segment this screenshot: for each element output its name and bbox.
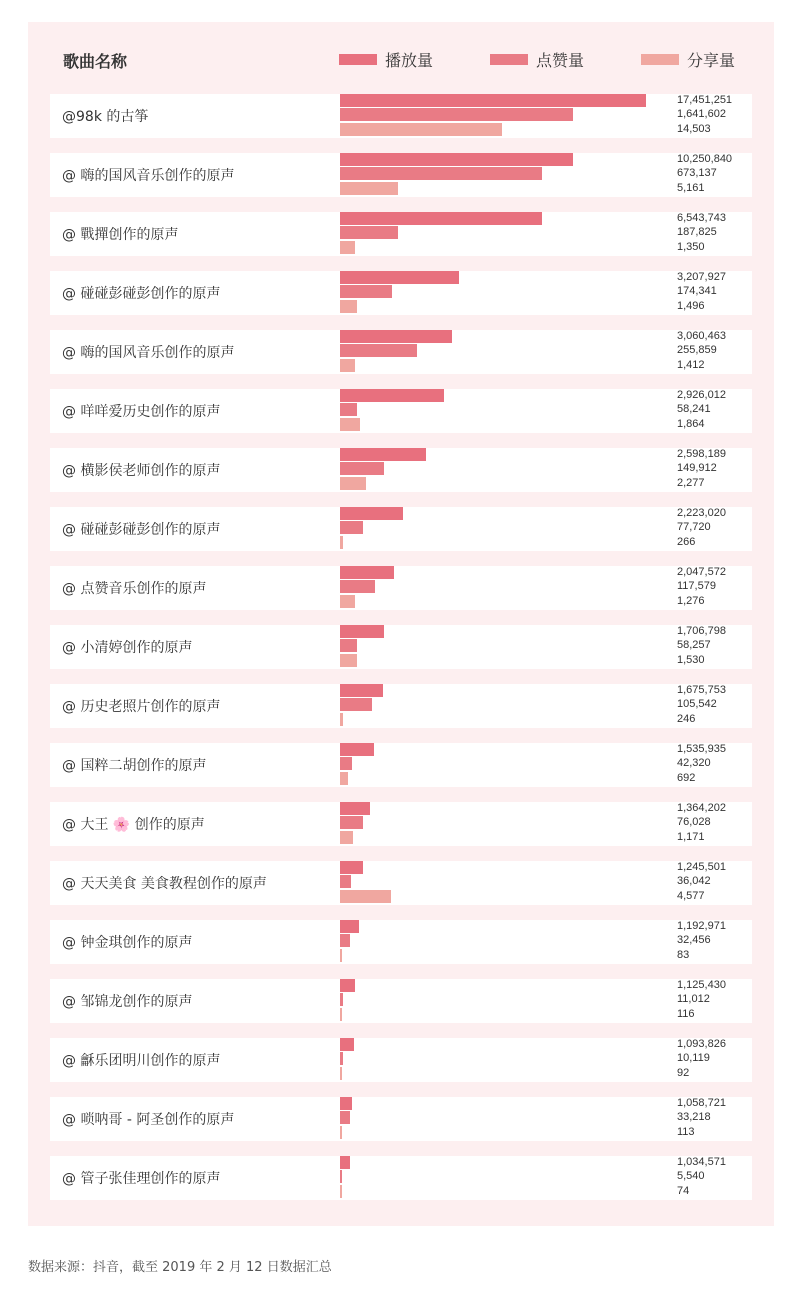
likes-value-label: 58,241	[677, 403, 711, 415]
shares-bar	[340, 300, 357, 313]
shares-bar	[340, 477, 366, 490]
chart-row	[50, 920, 752, 964]
shares-bar	[340, 536, 343, 549]
chart-row	[50, 212, 752, 256]
plays-value-label: 2,926,012	[677, 389, 726, 401]
shares-value-label: 246	[677, 713, 696, 725]
likes-value-label: 11,012	[677, 993, 710, 1005]
plays-value-label: 3,060,463	[677, 330, 726, 342]
chart-row	[50, 566, 752, 610]
plays-bar	[340, 1097, 352, 1110]
likes-bar	[340, 1111, 350, 1124]
legend-plays-label: 播放量	[385, 51, 434, 70]
shares-value-label: 1,864	[677, 418, 705, 430]
shares-bar	[340, 654, 357, 667]
shares-bar	[340, 241, 355, 254]
likes-value-label: 149,912	[677, 462, 717, 474]
likes-value-label: 1,641,602	[677, 108, 726, 120]
legend-shares-label: 分享量	[687, 51, 736, 70]
shares-bar	[340, 1185, 342, 1198]
likes-value-label: 187,825	[677, 226, 717, 238]
likes-bar	[340, 698, 372, 711]
chart-row	[50, 389, 752, 433]
chart-row	[50, 94, 752, 138]
shares-bar	[340, 890, 391, 903]
likes-value-label: 5,540	[677, 1170, 705, 1182]
plays-bar	[340, 684, 383, 697]
shares-value-label: 14,503	[677, 123, 711, 135]
plays-value-label: 1,192,971	[677, 920, 726, 932]
legend-plays-swatch	[339, 54, 377, 65]
shares-value-label: 2,277	[677, 477, 705, 489]
legend-shares	[641, 48, 735, 71]
likes-bar	[340, 344, 417, 357]
likes-value-label: 32,456	[677, 934, 711, 946]
plays-bar	[340, 271, 459, 284]
chart-row	[50, 979, 752, 1023]
likes-value-label: 36,042	[677, 875, 711, 887]
plays-bar	[340, 1038, 354, 1051]
shares-value-label: 74	[677, 1185, 690, 1197]
chart-row	[50, 1097, 752, 1141]
chart-row	[50, 153, 752, 197]
plays-value-label: 1,675,753	[677, 684, 726, 696]
shares-value-label: 266	[677, 536, 696, 548]
plays-bar	[340, 920, 359, 933]
likes-value-label: 42,320	[677, 757, 711, 769]
plays-bar	[340, 625, 384, 638]
likes-bar	[340, 1052, 343, 1065]
song-name-label: @ 龢乐团明川创作的原声	[50, 1038, 320, 1082]
shares-bar	[340, 123, 502, 136]
song-column-title: 歌曲名称	[63, 52, 128, 71]
likes-bar	[340, 285, 392, 298]
plays-value-label: 2,598,189	[677, 448, 726, 460]
plays-value-label: 10,250,840	[677, 153, 733, 165]
plays-value-label: 1,245,501	[677, 861, 726, 873]
song-name-label: @ 点赞音乐创作的原声	[50, 566, 320, 610]
shares-value-label: 692	[677, 772, 696, 784]
chart-row	[50, 1038, 752, 1082]
likes-value-label: 58,257	[677, 639, 711, 651]
likes-value-label: 117,579	[677, 580, 716, 592]
chart-row	[50, 448, 752, 492]
shares-bar	[340, 949, 342, 962]
song-name-label: @98k 的古筝	[50, 94, 320, 138]
plays-bar	[340, 1156, 350, 1169]
shares-value-label: 5,161	[677, 182, 705, 194]
likes-bar	[340, 875, 351, 888]
plays-value-label: 1,706,798	[677, 625, 726, 637]
shares-value-label: 83	[677, 949, 690, 961]
plays-value-label: 1,125,430	[677, 979, 726, 991]
plays-bar	[340, 861, 363, 874]
likes-value-label: 673,137	[677, 167, 717, 179]
shares-value-label: 116	[677, 1008, 695, 1020]
likes-value-label: 10,119	[677, 1052, 710, 1064]
plays-bar	[340, 330, 452, 343]
likes-bar	[340, 757, 352, 770]
song-name-label: @ 小清婷创作的原声	[50, 625, 320, 669]
plays-value-label: 3,207,927	[677, 271, 726, 283]
song-name-label: @ 大王 🌸 创作的原声	[50, 802, 320, 846]
song-name-label: @ 管子张佳理创作的原声	[50, 1156, 320, 1200]
likes-bar	[340, 108, 573, 121]
song-name-label: @ 邹锦龙创作的原声	[50, 979, 320, 1023]
song-name-label: @ 历史老照片创作的原声	[50, 684, 320, 728]
plays-value-label: 1,058,721	[677, 1097, 726, 1109]
likes-bar	[340, 462, 384, 475]
song-name-label: @ 横影侯老师创作的原声	[50, 448, 320, 492]
likes-bar	[340, 993, 343, 1006]
data-source-note: 数据来源：抖音，截至 2019 年 2 月 12 日数据汇总	[28, 1260, 332, 1275]
plays-value-label: 1,034,571	[677, 1156, 726, 1168]
likes-bar	[340, 521, 363, 534]
plays-bar	[340, 212, 542, 225]
plays-value-label: 2,223,020	[677, 507, 726, 519]
song-name-label: @ 天天美食 美食教程创作的原声	[50, 861, 320, 905]
shares-value-label: 4,577	[677, 890, 705, 902]
likes-value-label: 77,720	[677, 521, 711, 533]
shares-bar	[340, 595, 355, 608]
plays-bar	[340, 507, 403, 520]
chart-row	[50, 684, 752, 728]
legend-shares-swatch	[641, 54, 679, 65]
chart-row	[50, 625, 752, 669]
chart-row	[50, 271, 752, 315]
plays-bar	[340, 743, 374, 756]
shares-value-label: 113	[677, 1126, 695, 1138]
plays-bar	[340, 802, 370, 815]
plays-bar	[340, 153, 573, 166]
legend-likes	[490, 48, 584, 71]
chart-row	[50, 1156, 752, 1200]
plays-bar	[340, 389, 444, 402]
chart-row	[50, 802, 752, 846]
plays-value-label: 6,543,743	[677, 212, 726, 224]
song-name-label: @ 唢呐哥 - 阿圣创作的原声	[50, 1097, 320, 1141]
chart-row	[50, 507, 752, 551]
shares-value-label: 1,412	[677, 359, 705, 371]
shares-value-label: 92	[677, 1067, 690, 1079]
plays-bar	[340, 448, 426, 461]
plays-value-label: 2,047,572	[677, 566, 726, 578]
song-name-label: @ 钟金琪创作的原声	[50, 920, 320, 964]
chart-row	[50, 330, 752, 374]
shares-value-label: 1,171	[677, 831, 705, 843]
likes-bar	[340, 226, 398, 239]
plays-value-label: 17,451,251	[677, 94, 733, 106]
likes-value-label: 105,542	[677, 698, 717, 710]
likes-value-label: 255,859	[677, 344, 717, 356]
likes-bar	[340, 167, 542, 180]
song-name-label: @ 咩咩爱历史创作的原声	[50, 389, 320, 433]
shares-bar	[340, 772, 348, 785]
song-name-label: @ 戰撣创作的原声	[50, 212, 320, 256]
legend-likes-swatch	[490, 54, 528, 65]
likes-bar	[340, 403, 357, 416]
plays-bar	[340, 979, 355, 992]
shares-bar	[340, 831, 353, 844]
chart-row	[50, 743, 752, 787]
chart-header	[28, 22, 774, 92]
plays-value-label: 1,364,202	[677, 802, 726, 814]
shares-value-label: 1,350	[677, 241, 705, 253]
shares-bar	[340, 713, 343, 726]
likes-bar	[340, 816, 363, 829]
shares-bar	[340, 182, 398, 195]
chart-panel	[28, 22, 774, 1226]
shares-bar	[340, 418, 360, 431]
likes-bar	[340, 1170, 342, 1183]
shares-value-label: 1,276	[677, 595, 705, 607]
shares-bar	[340, 1067, 342, 1080]
shares-value-label: 1,530	[677, 654, 705, 666]
likes-value-label: 33,218	[677, 1111, 711, 1123]
likes-value-label: 76,028	[677, 816, 711, 828]
shares-bar	[340, 1126, 342, 1139]
likes-value-label: 174,341	[677, 285, 717, 297]
likes-bar	[340, 934, 350, 947]
plays-bar	[340, 566, 394, 579]
shares-value-label: 1,496	[677, 300, 705, 312]
plays-value-label: 1,535,935	[677, 743, 726, 755]
legend-plays	[339, 48, 433, 71]
song-name-label: @ 国粹二胡创作的原声	[50, 743, 320, 787]
legend-likes-label: 点赞量	[536, 51, 585, 70]
song-name-label: @ 嗨的国风音乐创作的原声	[50, 330, 320, 374]
likes-bar	[340, 639, 357, 652]
plays-bar	[340, 94, 646, 107]
song-name-label: @ 碰碰彭碰彭创作的原声	[50, 271, 320, 315]
plays-value-label: 1,093,826	[677, 1038, 726, 1050]
song-name-label: @ 嗨的国风音乐创作的原声	[50, 153, 320, 197]
likes-bar	[340, 580, 375, 593]
shares-bar	[340, 359, 355, 372]
shares-bar	[340, 1008, 342, 1021]
song-name-label: @ 碰碰彭碰彭创作的原声	[50, 507, 320, 551]
chart-row	[50, 861, 752, 905]
